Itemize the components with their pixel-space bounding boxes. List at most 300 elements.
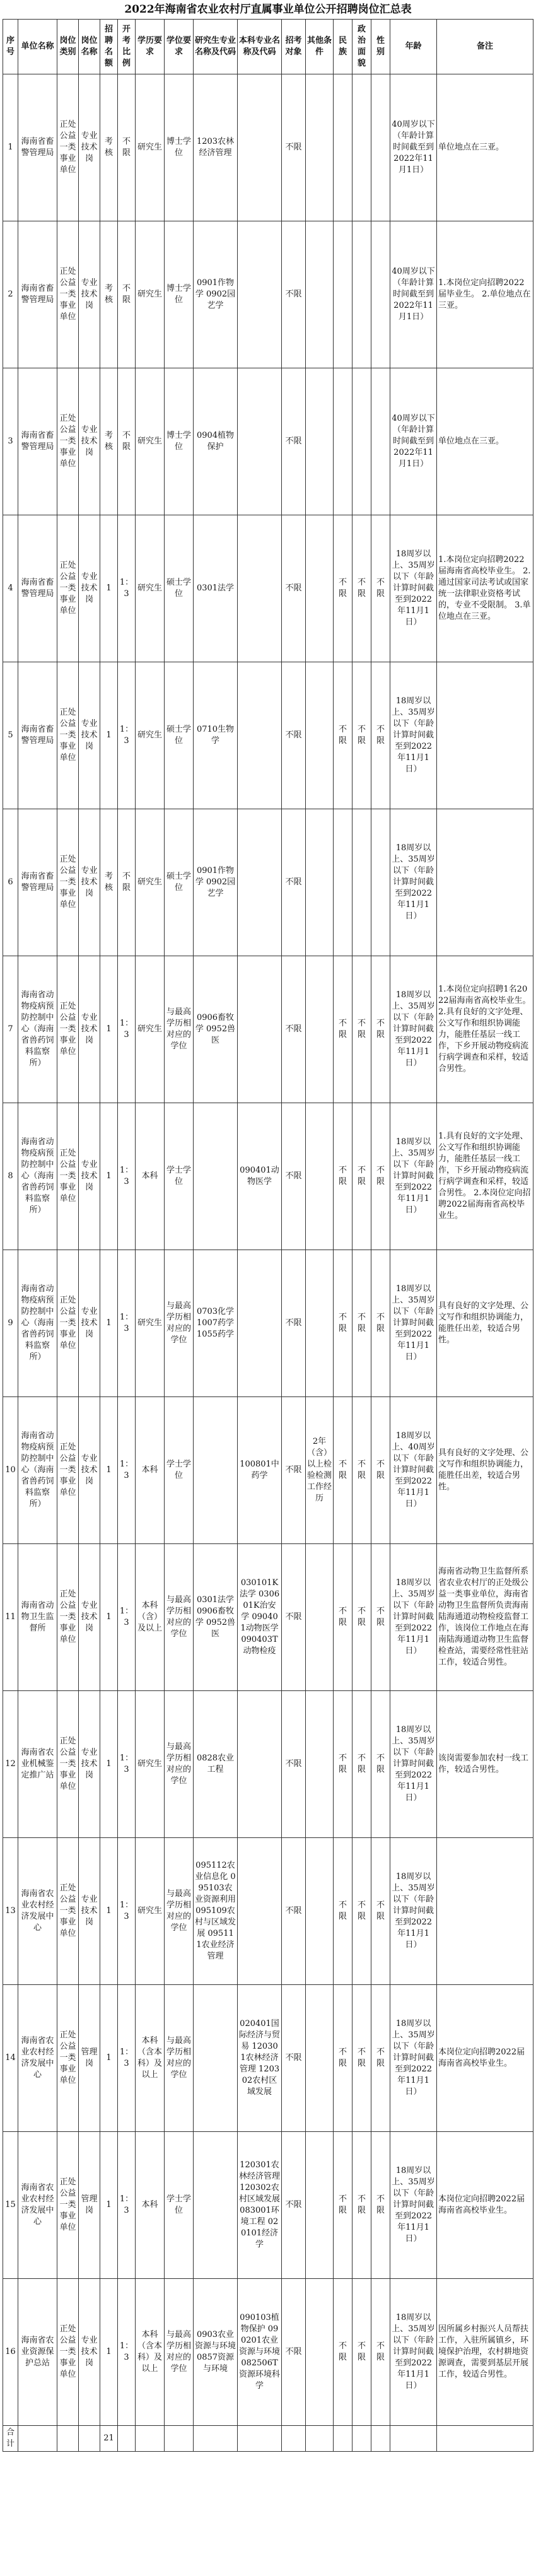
col-header: 本科专业名称及代码 — [238, 20, 282, 74]
exam-ratio: 不限 — [118, 809, 136, 956]
grad-major: 0901作物学 0902园艺学 — [194, 809, 238, 956]
post-category: 正处公益一类事业单位 — [57, 515, 79, 662]
other-conditions — [306, 1250, 334, 1397]
gender: 不限 — [371, 2132, 390, 2279]
col-header: 备注 — [437, 20, 533, 74]
political-status: 不限 — [352, 1691, 371, 1838]
total-count: 21 — [100, 2426, 118, 2452]
gender: 不限 — [371, 662, 390, 809]
education: 本科（含）及以上 — [136, 1544, 165, 1691]
table-row — [3, 956, 533, 1103]
post-name: 管理岗 — [79, 2132, 100, 2279]
ug-major: 090401动物医学 — [238, 1103, 282, 1250]
table-row — [3, 1103, 533, 1250]
post-category: 正处公益一类事业单位 — [57, 2132, 79, 2279]
exam-ratio: 1：3 — [118, 1544, 136, 1691]
degree: 博士学位 — [165, 74, 194, 221]
target: 不限 — [282, 1838, 306, 1985]
political-status: 不限 — [352, 662, 371, 809]
row-number: 13 — [3, 1838, 18, 1985]
recruit-count: 1 — [100, 1691, 118, 1838]
post-category: 正处公益一类事业单位 — [57, 1985, 79, 2132]
target: 不限 — [282, 74, 306, 221]
recruit-count: 考核 — [100, 809, 118, 956]
ug-major — [238, 221, 282, 368]
col-header: 招考对象 — [282, 20, 306, 74]
gender: 不限 — [371, 1544, 390, 1691]
exam-ratio: 1：3 — [118, 1250, 136, 1397]
remarks: 1.本岗位定向招聘2022届毕业生。 2.单位地点在三亚。 — [437, 221, 533, 368]
col-header: 岗位名称 — [79, 20, 100, 74]
gender: 不限 — [371, 515, 390, 662]
recruit-count: 1 — [100, 2279, 118, 2426]
recruit-count: 1 — [100, 1250, 118, 1397]
ug-major — [238, 662, 282, 809]
post-name: 专业技术岗 — [79, 1691, 100, 1838]
degree: 学士学位 — [165, 1103, 194, 1250]
exam-ratio: 1：3 — [118, 1103, 136, 1250]
recruit-count: 1 — [100, 2132, 118, 2279]
ug-major — [238, 956, 282, 1103]
table-body — [3, 74, 533, 2426]
exam-ratio: 1：3 — [118, 1397, 136, 1544]
row-number: 5 — [3, 662, 18, 809]
ethnicity — [334, 809, 352, 956]
grad-major: 0904植物保护 — [194, 368, 238, 515]
post-category: 正处公益一类事业单位 — [57, 662, 79, 809]
table-header-row — [3, 20, 533, 74]
table-row — [3, 515, 533, 662]
education: 研究生 — [136, 662, 165, 809]
ethnicity: 不限 — [334, 2279, 352, 2426]
recruit-count: 1 — [100, 1103, 118, 1250]
remarks: 具有良好的文字处理、公文写作和组织协调能力，能胜任出差，较适合男性。 — [437, 1397, 533, 1544]
age: 18周岁以上、35周岁以下（年龄计算时间截至到2022年11月1日） — [390, 1250, 437, 1397]
degree: 与最高学历相对应的学位 — [165, 1544, 194, 1691]
recruit-count: 考核 — [100, 368, 118, 515]
gender — [371, 809, 390, 956]
table-row — [3, 1691, 533, 1838]
gender — [371, 221, 390, 368]
recruit-count: 1 — [100, 1985, 118, 2132]
post-name: 专业技术岗 — [79, 2279, 100, 2426]
unit-name: 海南省动物卫生监督所 — [18, 1544, 57, 1691]
post-category: 正处公益一类事业单位 — [57, 221, 79, 368]
ug-major — [238, 515, 282, 662]
table-row — [3, 2132, 533, 2279]
table-row — [3, 368, 533, 515]
ethnicity — [334, 368, 352, 515]
grad-major: 0710生物学 — [194, 662, 238, 809]
target: 不限 — [282, 1250, 306, 1397]
education: 研究生 — [136, 74, 165, 221]
table-row — [3, 1250, 533, 1397]
ug-major: 120301农林经济管理 120302农村区域发展 083001环境工程 020101经济学 — [238, 2132, 282, 2279]
education: 本科（含本科）及以上 — [136, 1985, 165, 2132]
ethnicity: 不限 — [334, 1838, 352, 1985]
other-conditions — [306, 1838, 334, 1985]
education: 研究生 — [136, 515, 165, 662]
post-category: 正处公益一类事业单位 — [57, 1250, 79, 1397]
gender — [371, 368, 390, 515]
remarks: 1.本岗位定向招聘2022届海南省高校毕业生。 2.通过国家司法考试或国家统一法律职业资格考试的，专业不受限制。 3.单位地点在三亚。 — [437, 515, 533, 662]
ethnicity: 不限 — [334, 1250, 352, 1397]
row-number: 7 — [3, 956, 18, 1103]
remarks — [437, 662, 533, 809]
post-name: 专业技术岗 — [79, 221, 100, 368]
political-status: 不限 — [352, 1397, 371, 1544]
unit-name: 海南省动物疫病预防控制中心（海南省兽药饲料监察所） — [18, 956, 57, 1103]
ug-major — [238, 1838, 282, 1985]
remarks: 本岗位定向招聘2022届海南省高校毕业生。 — [437, 1985, 533, 2132]
gender: 不限 — [371, 1250, 390, 1397]
post-category: 正处公益一类事业单位 — [57, 809, 79, 956]
gender: 不限 — [371, 1838, 390, 1985]
political-status: 不限 — [352, 1838, 371, 1985]
ug-major — [238, 368, 282, 515]
unit-name: 海南省畜警管理局 — [18, 662, 57, 809]
target: 不限 — [282, 368, 306, 515]
row-number: 9 — [3, 1250, 18, 1397]
post-name: 专业技术岗 — [79, 1838, 100, 1985]
other-conditions — [306, 1985, 334, 2132]
unit-name: 海南省动物疫病预防控制中心（海南省兽药饲料监察所） — [18, 1397, 57, 1544]
gender: 不限 — [371, 2279, 390, 2426]
political-status — [352, 74, 371, 221]
target: 不限 — [282, 1985, 306, 2132]
table-row — [3, 221, 533, 368]
post-name: 专业技术岗 — [79, 809, 100, 956]
remarks: 单位地点在三亚。 — [437, 74, 533, 221]
exam-ratio: 1：3 — [118, 2279, 136, 2426]
grad-major — [194, 2132, 238, 2279]
col-header: 研究生专业名称及代码 — [194, 20, 238, 74]
grad-major: 0903农业资源与环境 0857资源与环境 — [194, 2279, 238, 2426]
unit-name: 海南省动物疫病预防控制中心（海南省兽药饲料监察所） — [18, 1250, 57, 1397]
ethnicity: 不限 — [334, 2132, 352, 2279]
other-conditions — [306, 1103, 334, 1250]
gender: 不限 — [371, 1103, 390, 1250]
exam-ratio: 1：3 — [118, 515, 136, 662]
age: 18周岁以上、35周岁以下（年龄计算时间截至到2022年11月1日） — [390, 515, 437, 662]
target: 不限 — [282, 1103, 306, 1250]
target: 不限 — [282, 1397, 306, 1544]
ug-major: 100801中药学 — [238, 1397, 282, 1544]
total-row — [3, 2426, 533, 2452]
post-category: 正处公益一类事业单位 — [57, 1544, 79, 1691]
unit-name: 海南省畜警管理局 — [18, 221, 57, 368]
remarks: 该岗需要参加农村一线工作，较适合男性。 — [437, 1691, 533, 1838]
post-name: 专业技术岗 — [79, 1103, 100, 1250]
grad-major: 0301法学 0906畜牧学 0952兽医 — [194, 1544, 238, 1691]
other-conditions — [306, 74, 334, 221]
exam-ratio: 不限 — [118, 221, 136, 368]
age: 40周岁以下（年龄计算时间截至到2022年11月1日） — [390, 74, 437, 221]
political-status: 不限 — [352, 1544, 371, 1691]
recruit-count: 1 — [100, 1544, 118, 1691]
row-number: 1 — [3, 74, 18, 221]
unit-name: 海南省畜警管理局 — [18, 74, 57, 221]
grad-major — [194, 1985, 238, 2132]
remarks: 1.本岗位定向招聘1名2022届海南省高校毕业生。 2.具有良好的文字处理、公文写作和组织协调能力，能胜任基层一线工作，下乡开展动物疫病流行病学调查和采样，较适合男性。 — [437, 956, 533, 1103]
col-header: 民族 — [334, 20, 352, 74]
degree: 博士学位 — [165, 368, 194, 515]
education: 研究生 — [136, 1838, 165, 1985]
ethnicity: 不限 — [334, 1397, 352, 1544]
other-conditions — [306, 662, 334, 809]
row-number: 16 — [3, 2279, 18, 2426]
ethnicity — [334, 221, 352, 368]
education: 研究生 — [136, 1691, 165, 1838]
political-status — [352, 809, 371, 956]
table-row — [3, 1838, 533, 1985]
remarks: 本岗位定向招聘2022届海南省高校毕业生。 — [437, 2132, 533, 2279]
degree: 与最高学历相对应的学位 — [165, 2279, 194, 2426]
row-number: 12 — [3, 1691, 18, 1838]
other-conditions — [306, 221, 334, 368]
col-header: 其他条件 — [306, 20, 334, 74]
row-number: 11 — [3, 1544, 18, 1691]
col-header: 性别 — [371, 20, 390, 74]
political-status — [352, 368, 371, 515]
target: 不限 — [282, 515, 306, 662]
ug-major — [238, 809, 282, 956]
unit-name: 海南省畜警管理局 — [18, 515, 57, 662]
unit-name: 海南省农业资源保护总站 — [18, 2279, 57, 2426]
unit-name: 海南省农业农村经济发展中心 — [18, 1838, 57, 1985]
degree: 学士学位 — [165, 2132, 194, 2279]
ethnicity: 不限 — [334, 515, 352, 662]
other-conditions — [306, 2132, 334, 2279]
post-name: 专业技术岗 — [79, 1397, 100, 1544]
ug-major: 030101K法学 030601K治安学 090401动物医学 090403T动物检疫 — [238, 1544, 282, 1691]
age: 18周岁以上、35周岁以下（年龄计算时间截至到2022年11月1日） — [390, 809, 437, 956]
remarks — [437, 809, 533, 956]
education: 研究生 — [136, 221, 165, 368]
other-conditions — [306, 368, 334, 515]
other-conditions — [306, 1691, 334, 1838]
row-number: 14 — [3, 1985, 18, 2132]
remarks: 因所属乡村振兴人员帮扶工作，入驻所属镇乡，环境保护治理，农村耕地资源调查，需要到基层开展工作，较适合男性。 — [437, 2279, 533, 2426]
age: 18周岁以上、35周岁以下（年龄计算时间截至到2022年11月1日） — [390, 1838, 437, 1985]
recruit-count: 1 — [100, 956, 118, 1103]
target: 不限 — [282, 662, 306, 809]
exam-ratio: 不限 — [118, 74, 136, 221]
grad-major: 0703化学 1007药学 1055药学 — [194, 1250, 238, 1397]
col-header: 学历要求 — [136, 20, 165, 74]
political-status: 不限 — [352, 1103, 371, 1250]
ethnicity: 不限 — [334, 1103, 352, 1250]
recruit-count: 考核 — [100, 74, 118, 221]
ug-major: 020401国际经济与贸易 120301农林经济管理 120302农村区域发展 — [238, 1985, 282, 2132]
unit-name: 海南省动物疫病预防控制中心（海南省兽药饲料监察所） — [18, 1103, 57, 1250]
recruit-count: 1 — [100, 1397, 118, 1544]
table-row — [3, 2279, 533, 2426]
post-category: 正处公益一类事业单位 — [57, 1397, 79, 1544]
exam-ratio: 不限 — [118, 368, 136, 515]
ug-major: 090103植物保护 090201农业资源与环境 082506T资源环境科学 — [238, 2279, 282, 2426]
post-name: 专业技术岗 — [79, 368, 100, 515]
age: 18周岁以上、35周岁以下（年龄计算时间截至到2022年11月1日） — [390, 2132, 437, 2279]
remarks: 海南省动物卫生监督所系省农业农村厅的正处级公益一类事业单位，海南省动物卫生监督所负责海南陆海通道动物检疫监督工作，该岗位工作地点在海南陆海通道动物卫生监督检查站，需要经常性驻站工作，较适合男性。 — [437, 1544, 533, 1691]
other-conditions — [306, 1544, 334, 1691]
ethnicity: 不限 — [334, 1544, 352, 1691]
row-number: 3 — [3, 368, 18, 515]
post-name: 专业技术岗 — [79, 956, 100, 1103]
col-header: 序号 — [3, 20, 18, 74]
other-conditions — [306, 515, 334, 662]
degree: 与最高学历相对应的学位 — [165, 1250, 194, 1397]
education: 本科 — [136, 1397, 165, 1544]
grad-major: 1203农林经济管理 — [194, 74, 238, 221]
ethnicity: 不限 — [334, 1985, 352, 2132]
target: 不限 — [282, 2132, 306, 2279]
gender — [371, 74, 390, 221]
row-number: 4 — [3, 515, 18, 662]
row-number: 15 — [3, 2132, 18, 2279]
degree: 与最高学历相对应的学位 — [165, 1691, 194, 1838]
post-category: 正处公益一类事业单位 — [57, 2279, 79, 2426]
table-row — [3, 662, 533, 809]
political-status: 不限 — [352, 956, 371, 1103]
recruitment-table — [3, 19, 533, 2452]
recruit-count: 1 — [100, 1838, 118, 1985]
age: 18周岁以上、35周岁以下（年龄计算时间截至到2022年11月1日） — [390, 1691, 437, 1838]
degree: 学士学位 — [165, 1397, 194, 1544]
degree: 博士学位 — [165, 221, 194, 368]
political-status — [352, 221, 371, 368]
other-conditions — [306, 2279, 334, 2426]
education: 研究生 — [136, 368, 165, 515]
exam-ratio: 1：3 — [118, 1838, 136, 1985]
degree: 与最高学历相对应的学位 — [165, 1985, 194, 2132]
row-number: 2 — [3, 221, 18, 368]
ug-major — [238, 1250, 282, 1397]
other-conditions — [306, 809, 334, 956]
post-category: 正处公益一类事业单位 — [57, 956, 79, 1103]
col-header: 单位名称 — [18, 20, 57, 74]
education: 本科 — [136, 1103, 165, 1250]
grad-major: 0906畜牧学 0952兽医 — [194, 956, 238, 1103]
post-name: 管理岗 — [79, 1985, 100, 2132]
gender: 不限 — [371, 1397, 390, 1544]
row-number: 6 — [3, 809, 18, 956]
ethnicity: 不限 — [334, 662, 352, 809]
target: 不限 — [282, 809, 306, 956]
target: 不限 — [282, 221, 306, 368]
gender: 不限 — [371, 1691, 390, 1838]
unit-name: 海南省农业农村经济发展中心 — [18, 1985, 57, 2132]
post-category: 正处公益一类事业单位 — [57, 368, 79, 515]
ethnicity: 不限 — [334, 1691, 352, 1838]
remarks: 单位地点在三亚。 — [437, 368, 533, 515]
post-name: 专业技术岗 — [79, 74, 100, 221]
exam-ratio: 1：3 — [118, 1985, 136, 2132]
degree: 硕士学位 — [165, 809, 194, 956]
total-label: 合计 — [3, 2426, 18, 2452]
col-header: 学位要求 — [165, 20, 194, 74]
ethnicity — [334, 74, 352, 221]
political-status: 不限 — [352, 515, 371, 662]
education: 研究生 — [136, 809, 165, 956]
col-header: 开考比例 — [118, 20, 136, 74]
target: 不限 — [282, 1544, 306, 1691]
exam-ratio: 1：3 — [118, 662, 136, 809]
age: 40周岁以下（年龄计算时间截至到2022年11月1日） — [390, 221, 437, 368]
education: 本科（含本科）及以上 — [136, 2279, 165, 2426]
grad-major: 095112农业信息化 095103农业资源利用 095109农村与区域发展 095111农业经济管理 — [194, 1838, 238, 1985]
post-name: 专业技术岗 — [79, 515, 100, 662]
grad-major: 0901作物学 0902园艺学 — [194, 221, 238, 368]
ug-major — [238, 74, 282, 221]
col-header: 岗位类别 — [57, 20, 79, 74]
row-number: 8 — [3, 1103, 18, 1250]
exam-ratio: 1：3 — [118, 2132, 136, 2279]
post-name: 专业技术岗 — [79, 662, 100, 809]
unit-name: 海南省畜警管理局 — [18, 809, 57, 956]
remarks: 1.具有良好的文字处理、公文写作和组织协调能力，能胜任基层一线工作，下乡开展动物疫病流行病学调查和采样，较适合男性。 2.本岗位定向招聘2022届海南省高校毕业生。 — [437, 1103, 533, 1250]
remarks — [437, 1838, 533, 1985]
political-status: 不限 — [352, 2132, 371, 2279]
age: 18周岁以上、35周岁以下（年龄计算时间截至到2022年11月1日） — [390, 662, 437, 809]
age: 18周岁以上、35周岁以下（年龄计算时间截至到2022年11月1日） — [390, 1985, 437, 2132]
degree: 与最高学历相对应的学位 — [165, 1838, 194, 1985]
recruit-count: 考核 — [100, 221, 118, 368]
age: 18周岁以上、35周岁以下（年龄计算时间截至到2022年11月1日） — [390, 956, 437, 1103]
grad-major — [194, 1103, 238, 1250]
unit-name: 海南省农业机械鉴定推广站 — [18, 1691, 57, 1838]
post-category: 正处公益一类事业单位 — [57, 74, 79, 221]
table-row — [3, 1985, 533, 2132]
post-name: 专业技术岗 — [79, 1544, 100, 1691]
gender: 不限 — [371, 956, 390, 1103]
education: 本科 — [136, 2132, 165, 2279]
ug-major — [238, 1691, 282, 1838]
unit-name: 海南省农业农村经济发展中心 — [18, 2132, 57, 2279]
recruit-count: 1 — [100, 515, 118, 662]
age: 18周岁以上、35周岁以下（年龄计算时间截至到2022年11月1日） — [390, 1544, 437, 1691]
row-number: 10 — [3, 1397, 18, 1544]
post-category: 正处公益一类事业单位 — [57, 1691, 79, 1838]
post-category: 正处公益一类事业单位 — [57, 1103, 79, 1250]
degree: 硕士学位 — [165, 515, 194, 662]
political-status: 不限 — [352, 1250, 371, 1397]
age: 18周岁以上、35周岁以下（年龄计算时间截至到2022年11月1日） — [390, 1103, 437, 1250]
political-status: 不限 — [352, 1985, 371, 2132]
exam-ratio: 1：3 — [118, 1691, 136, 1838]
political-status: 不限 — [352, 2279, 371, 2426]
col-header: 招聘名额 — [100, 20, 118, 74]
target: 不限 — [282, 956, 306, 1103]
target: 不限 — [282, 2279, 306, 2426]
grad-major: 0301法学 — [194, 515, 238, 662]
remarks: 具有良好的文字处理、公文写作和组织协调能力，能胜任出差，较适合男性。 — [437, 1250, 533, 1397]
exam-ratio: 1：3 — [118, 956, 136, 1103]
target: 不限 — [282, 1691, 306, 1838]
degree: 硕士学位 — [165, 662, 194, 809]
table-row — [3, 1397, 533, 1544]
table-row — [3, 809, 533, 956]
grad-major: 0828农业工程 — [194, 1691, 238, 1838]
ethnicity: 不限 — [334, 956, 352, 1103]
education: 研究生 — [136, 956, 165, 1103]
col-header: 年龄 — [390, 20, 437, 74]
recruit-count: 1 — [100, 662, 118, 809]
grad-major — [194, 1397, 238, 1544]
age: 18周岁以上、35周岁以下（年龄计算时间截至到2022年11月1日） — [390, 2279, 437, 2426]
post-name: 专业技术岗 — [79, 1250, 100, 1397]
age: 18周岁以上、40周岁以下（年龄计算时间截至到2022年11月1日） — [390, 1397, 437, 1544]
